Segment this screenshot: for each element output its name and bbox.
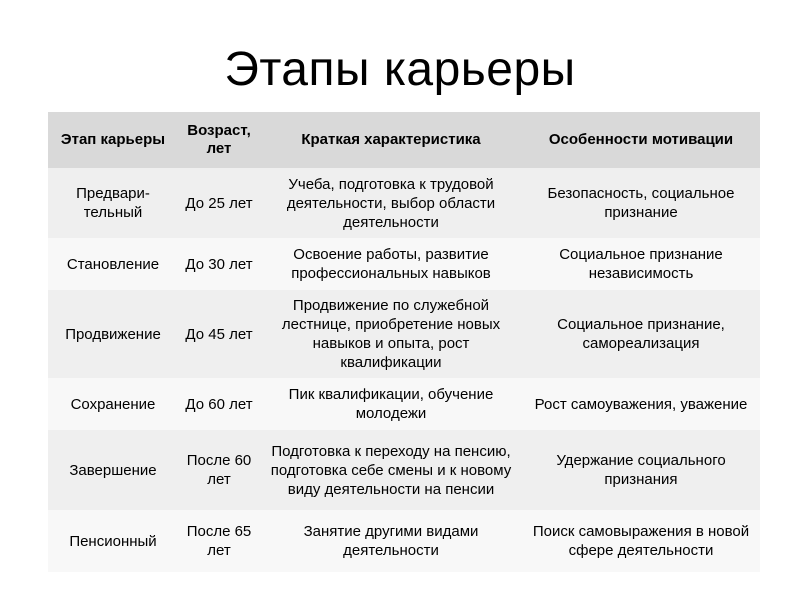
cell-description: Пик квалификации, обучение молодежи — [260, 378, 522, 430]
header-stage: Этап карьеры — [48, 112, 178, 168]
cell-description: Занятие другими видами деятельности — [260, 510, 522, 572]
table-row — [48, 168, 760, 238]
table-row — [48, 510, 760, 572]
header-motivation: Особенности мотивации — [522, 112, 760, 168]
cell-stage: Продвижение — [48, 290, 178, 378]
cell-description: Учеба, подготовка к трудовой деятельности, выбор области деятельности — [260, 168, 522, 238]
cell-description: Подготовка к переходу на пенсию, подготовка себе смены и к новому виду деятельности на пенсии — [260, 430, 522, 510]
cell-motivation: Поиск самовыражения в новой сфере деятельности — [522, 510, 760, 572]
cell-motivation: Социальное признание независимость — [522, 238, 760, 290]
cell-age: До 30 лет — [178, 238, 260, 290]
cell-stage: Завершение — [48, 430, 178, 510]
cell-stage: Сохранение — [48, 378, 178, 430]
career-stages-table — [48, 112, 760, 572]
cell-age: После 60 лет — [178, 430, 260, 510]
cell-age: До 45 лет — [178, 290, 260, 378]
cell-description: Продвижение по служебной лестнице, приобретение новых навыков и опыта, рост квалификации — [260, 290, 522, 378]
cell-stage: Становление — [48, 238, 178, 290]
table-row — [48, 378, 760, 430]
header-description: Краткая характеристика — [260, 112, 522, 168]
page-title: Этапы карьеры — [224, 43, 576, 96]
cell-motivation: Социальное признание, самореализация — [522, 290, 760, 378]
cell-stage: Пенсионный — [48, 510, 178, 572]
table-row — [48, 430, 760, 510]
cell-motivation: Безопасность, социальное признание — [522, 168, 760, 238]
cell-motivation: Удержание социального признания — [522, 430, 760, 510]
cell-age: До 60 лет — [178, 378, 260, 430]
header-age: Возраст, лет — [178, 112, 260, 168]
table-header-row — [48, 112, 760, 168]
cell-motivation: Рост самоуважения, уважение — [522, 378, 760, 430]
cell-stage: Предвари-тельный — [48, 168, 178, 238]
cell-age: До 25 лет — [178, 168, 260, 238]
table-row — [48, 238, 760, 290]
cell-age: После 65 лет — [178, 510, 260, 572]
table-row — [48, 290, 760, 378]
cell-description: Освоение работы, развитие профессиональных навыков — [260, 238, 522, 290]
